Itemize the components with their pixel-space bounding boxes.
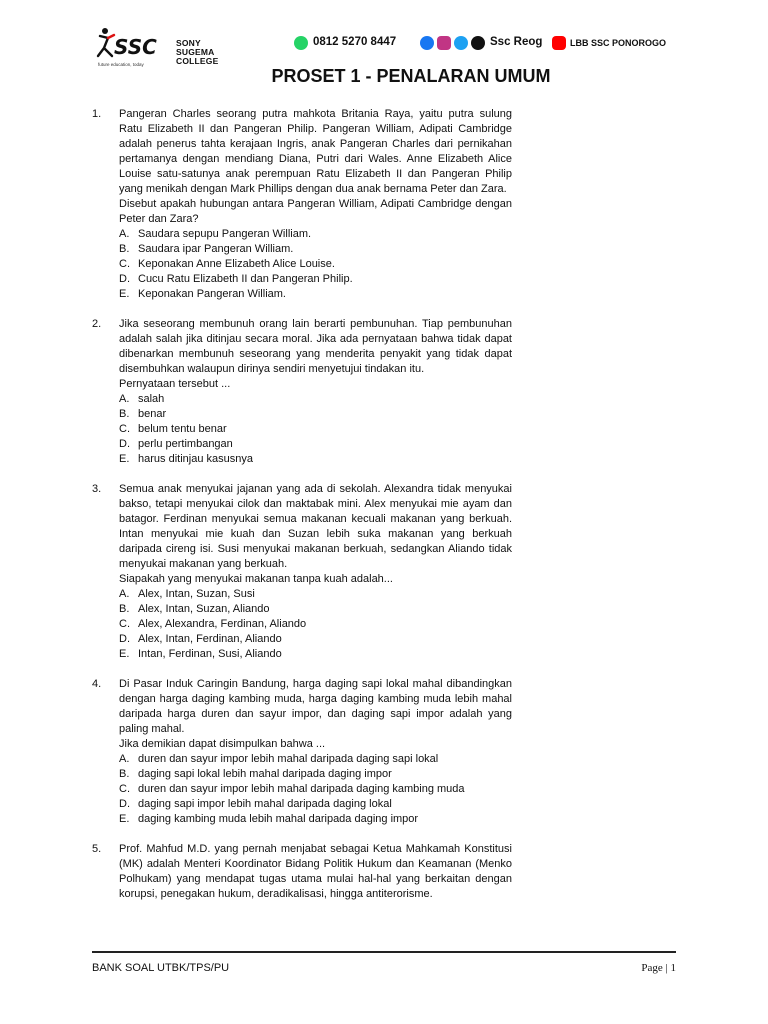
- answer-option[interactable]: [119, 617, 512, 632]
- question-number: 4.: [92, 678, 102, 690]
- youtube-channel: LBB SSC PONOROGO: [570, 38, 667, 48]
- page-title: PROSET 1 - PENALARAN UMUM: [271, 66, 551, 86]
- question-list: [92, 107, 512, 917]
- option-letter: E.: [119, 813, 130, 825]
- question-text: Di Pasar Induk Caringin Bandung, harga daging sapi lokal mahal dibandingkan dengan harga daging kambing muda, harga daging kambing muda lebih mahal daripada harga duren dan sayur impor, dan daging sapi impor adalah yang paling mahal.: [119, 678, 512, 735]
- answer-option[interactable]: [119, 437, 512, 452]
- option-text: duren dan sayur impor lebih mahal daripada daging kambing muda: [138, 783, 465, 795]
- answer-option[interactable]: [119, 257, 512, 272]
- twitter-icon: [454, 36, 468, 50]
- answer-option[interactable]: [119, 752, 512, 767]
- option-text: salah: [138, 393, 165, 405]
- answer-option[interactable]: [119, 242, 512, 257]
- question-number: 3.: [92, 483, 102, 495]
- answer-option[interactable]: [119, 227, 512, 242]
- ssc-logo-mark: [94, 26, 174, 62]
- option-letter: D.: [119, 633, 130, 645]
- option-text: Saudara ipar Pangeran William.: [138, 243, 294, 255]
- option-letter: B.: [119, 408, 130, 420]
- option-letter: A.: [119, 228, 130, 240]
- option-text: harus ditinjau kasusnya: [138, 453, 253, 465]
- answer-option[interactable]: [119, 632, 512, 647]
- option-text: Alex, Alexandra, Ferdinan, Aliando: [138, 618, 307, 630]
- instagram-icon: [437, 36, 451, 50]
- option-letter: B.: [119, 603, 130, 615]
- page-number: Page | 1: [641, 962, 676, 974]
- option-letter: E.: [119, 453, 130, 465]
- option-letter: D.: [119, 273, 130, 285]
- option-text: Keponakan Anne Elizabeth Alice Louise.: [138, 258, 335, 270]
- option-letter: E.: [119, 288, 130, 300]
- answer-option[interactable]: [119, 812, 512, 827]
- option-letter: C.: [119, 618, 130, 630]
- question-prompt: Jika demikian dapat disimpulkan bahwa ...: [119, 738, 326, 750]
- social-handle: Ssc Reog: [490, 36, 543, 48]
- option-letter: C.: [119, 783, 130, 795]
- answer-options: [119, 587, 512, 662]
- option-text: Keponakan Pangeran William.: [138, 288, 286, 300]
- question-prompt: Pernyataan tersebut ...: [119, 378, 231, 390]
- logo-tagline: future education, today: [98, 62, 144, 67]
- tiktok-icon: [471, 36, 485, 50]
- answer-options: [119, 752, 512, 827]
- option-text: daging sapi impor lebih mahal daripada daging lokal: [138, 798, 392, 810]
- option-letter: A.: [119, 753, 130, 765]
- option-text: Alex, Intan, Ferdinan, Aliando: [138, 633, 282, 645]
- answer-options: [119, 227, 512, 302]
- answer-option[interactable]: [119, 392, 512, 407]
- question-number: 5.: [92, 843, 102, 855]
- answer-option[interactable]: [119, 452, 512, 467]
- question-prompt: Siapakah yang menyukai makanan tanpa kuah adalah...: [119, 573, 393, 585]
- option-text: Alex, Intan, Suzan, Aliando: [138, 603, 270, 615]
- answer-option[interactable]: [119, 797, 512, 812]
- whatsapp-icon: [294, 36, 308, 50]
- question-item: [92, 482, 512, 662]
- answer-option[interactable]: [119, 407, 512, 422]
- footer-bank-label: BANK SOAL UTBK/TPS/PU: [92, 962, 230, 974]
- question-number: 1.: [92, 108, 102, 120]
- question-item: [92, 842, 512, 902]
- answer-option[interactable]: [119, 272, 512, 287]
- option-text: Intan, Ferdinan, Susi, Aliando: [138, 648, 282, 660]
- phone-number: 0812 5270 8447: [313, 36, 397, 48]
- option-text: belum tentu benar: [138, 423, 227, 435]
- answer-option[interactable]: [119, 422, 512, 437]
- answer-options: [119, 392, 512, 467]
- option-letter: A.: [119, 393, 130, 405]
- question-text: Jika seseorang membunuh orang lain berarti pembunuhan. Tiap pembunuhan adalah salah jika ditinjau secara moral. Jika ada pernyataan bahwa tidak dapat dibenarkan membunuh seseorang yang menderita penyakit yang tidak dapat disembuhkan walaupun dirinya sendiri menyetujui tindakan itu.: [119, 318, 512, 375]
- footer-divider: [92, 951, 676, 953]
- youtube-icon: [552, 36, 566, 50]
- question-item: [92, 677, 512, 827]
- option-text: perlu pertimbangan: [138, 438, 233, 450]
- question-number: 2.: [92, 318, 102, 330]
- question-text: Prof. Mahfud M.D. yang pernah menjabat sebagai Ketua Mahkamah Konstitusi (MK) adalah Menteri Koordinator Bidang Politik Hukum dan Keamanan (Menko Polhukam) yang mendapat tugas utama mulai hal-hal yang berkaitan dengan korupsi, penegakan hukum, deradikalisasi, hingga antiterorisme.: [119, 843, 512, 900]
- option-letter: B.: [119, 243, 130, 255]
- question-prompt: Disebut apakah hubungan antara Pangeran William, Adipati Cambridge dengan Peter dan Zara?: [119, 198, 512, 225]
- option-text: benar: [138, 408, 167, 420]
- option-letter: E.: [119, 648, 130, 660]
- logo-college-name: SONY SUGEMA COLLEGE: [176, 38, 219, 66]
- answer-option[interactable]: [119, 647, 512, 662]
- option-letter: D.: [119, 798, 130, 810]
- answer-option[interactable]: [119, 767, 512, 782]
- logo-brand-text: SSC: [114, 35, 157, 59]
- question-item: [92, 107, 512, 302]
- option-text: daging kambing muda lebih mahal daripada daging impor: [138, 813, 419, 825]
- option-text: Cucu Ratu Elizabeth II dan Pangeran Philip.: [138, 273, 353, 285]
- option-text: Saudara sepupu Pangeran William.: [138, 228, 312, 240]
- option-letter: B.: [119, 768, 130, 780]
- option-letter: C.: [119, 258, 130, 270]
- option-text: duren dan sayur impor lebih mahal daripada daging sapi lokal: [138, 753, 439, 765]
- option-letter: D.: [119, 438, 130, 450]
- option-letter: A.: [119, 588, 130, 600]
- answer-option[interactable]: [119, 782, 512, 797]
- answer-option[interactable]: [119, 287, 512, 302]
- option-text: daging sapi lokal lebih mahal daripada daging impor: [138, 768, 392, 780]
- question-item: [92, 317, 512, 467]
- question-text: Pangeran Charles seorang putra mahkota Britania Raya, yaitu putra sulung Ratu Elizabeth II dan Pangeran Philip. Pangeran William, Adipati Cambridge adalah penerus tahta kerajaan Ingris, anak Pangeran Charles dari pernikahan pertamanya dengan mendiang Diana, Putri dari Wales. Anne Elizabeth Alice Louise satu-satunya anak perempuan Ratu Elizabeth II dan Pangeran Philip yang menikah dengan Mark Phillips dengan dua anak bernama Peter dan Zara.: [119, 108, 512, 195]
- question-text: Semua anak menyukai jajanan yang ada di sekolah. Alexandra tidak menyukai bakso, tetapi menyukai cilok dan maktabak mini. Alex menyukai mie ayam dan batagor. Ferdinan menyukai semua makanan kecuali makanan yang berkuah. Intan menyukai mie kuah dan Suzan lebih suka makanan yang berkuah daripada cireng isi. Susi menyukai makanan berkuah, sedangkan Aliando tidak menyukai makanan yang berkuah.: [119, 483, 512, 570]
- option-letter: C.: [119, 423, 130, 435]
- option-text: Alex, Intan, Suzan, Susi: [138, 588, 255, 600]
- answer-option[interactable]: [119, 587, 512, 602]
- facebook-icon: [420, 36, 434, 50]
- answer-option[interactable]: [119, 602, 512, 617]
